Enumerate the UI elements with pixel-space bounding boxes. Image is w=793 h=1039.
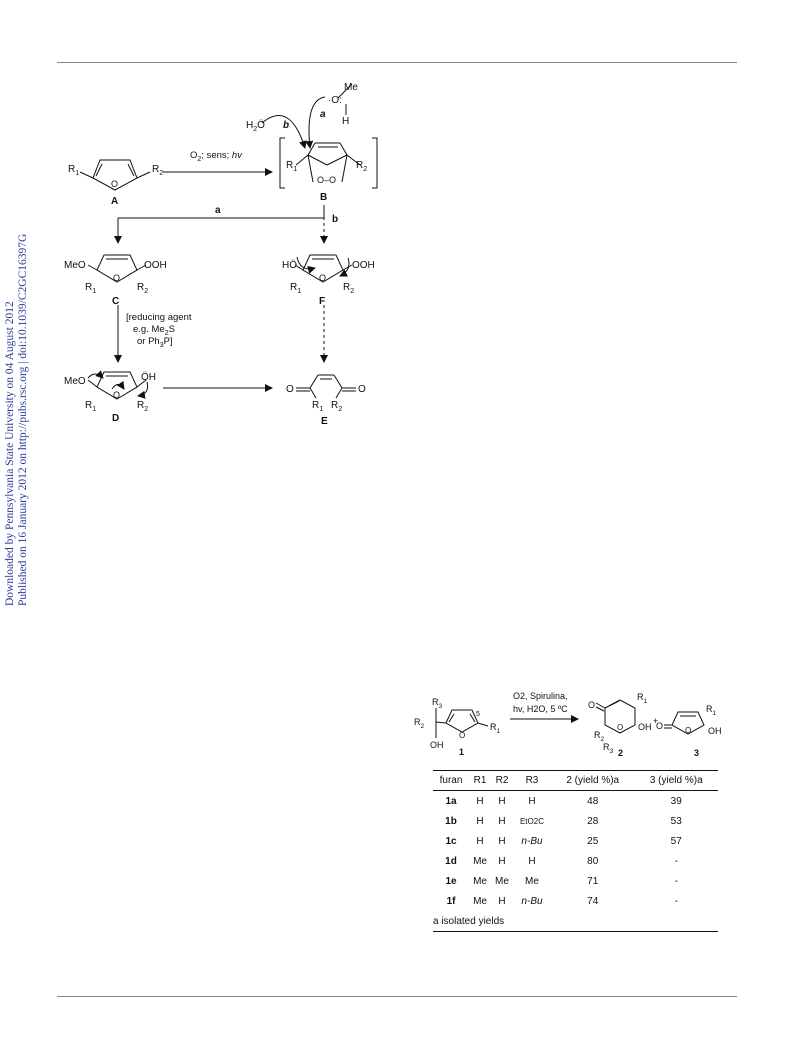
svg-text:or Ph3P]: or $Ph_3P$] — [137, 336, 173, 349]
header-r2: R2 — [491, 771, 513, 791]
table-row — [433, 811, 718, 831]
cell-yield-2: 71 — [587, 875, 599, 887]
cell-r3: n-Bu — [521, 895, 543, 907]
header-furan: furan — [433, 771, 469, 791]
cell-yield-3: 39 — [670, 795, 682, 807]
compound-2-label: 2 — [618, 748, 624, 758]
cell-r3: n-Bu — [521, 835, 543, 847]
cell-furan: 1c — [445, 835, 457, 847]
svg-text:R2: $R_2$ — [343, 282, 355, 295]
header-r3: R3 — [513, 771, 551, 791]
svg-text:MeO: MeO — [64, 376, 86, 387]
svg-text:MeO: MeO — [64, 260, 86, 271]
compound-e-structure — [296, 375, 356, 398]
table-row — [433, 831, 718, 851]
compound-3-label: 3 — [694, 748, 700, 758]
svg-text:+: + — [653, 716, 659, 726]
svg-text:R3: $R_3$ — [432, 697, 443, 710]
svg-text:ÖH: ÖH — [141, 372, 156, 383]
svg-text:R1: $R_1$ — [490, 722, 501, 735]
svg-text:R2: $R_2$ — [137, 400, 149, 413]
header-r1: R1 — [469, 771, 491, 791]
cell-furan: 1e — [445, 875, 457, 887]
svg-text:OH: OH — [708, 726, 722, 736]
path-b-label: b — [332, 214, 339, 225]
cell-furan: 1b — [445, 815, 457, 827]
header-yield-2: 2 (yield %)a — [551, 771, 635, 791]
cell-r1: H — [476, 835, 484, 847]
cell-r3: Me — [525, 875, 539, 887]
cell-yield-3: 53 — [670, 815, 682, 827]
svg-text:O: O — [113, 390, 121, 400]
svg-text:R1: $R_1$ — [68, 164, 80, 177]
cell-r3: H — [528, 795, 536, 807]
svg-text:e.g. Me2S: e.g. $Me_2S$ — [133, 324, 175, 337]
svg-text:R2: $R_2$ — [137, 282, 149, 295]
cell-furan: 1d — [445, 855, 457, 867]
svg-text:R2: $R_2$ — [356, 160, 368, 173]
svg-text:OOH: OOH — [352, 260, 375, 271]
svg-text:H2Ö: $H_2Ö$ — [246, 120, 265, 133]
cell-r2: Me — [495, 875, 509, 887]
cell-r3: H — [528, 855, 536, 867]
conditions-line-1: O2, Spirulina, — [513, 691, 568, 701]
svg-text:R2: $R_2$ — [152, 164, 164, 177]
cell-yield-2: 80 — [587, 855, 599, 867]
table-row — [433, 791, 718, 812]
cell-yield-3: - — [674, 895, 678, 907]
methyl-label: Me — [344, 82, 358, 93]
publication-notice[interactable]: Published on 16 January 2012 on http://pubs.rsc.org | doi:10.1039/C2GC16397G — [17, 233, 29, 606]
scheme-1 — [0, 0, 793, 460]
svg-text:O: O — [113, 273, 121, 283]
cell-r1: Me — [473, 895, 487, 907]
svg-text:O: O — [617, 723, 624, 732]
svg-text:O: O — [588, 700, 596, 710]
cell-r1: H — [476, 815, 484, 827]
table-row — [433, 851, 718, 871]
cell-r1: H — [476, 795, 484, 807]
svg-text:5: 5 — [476, 711, 480, 718]
svg-text:O: O — [286, 384, 294, 395]
label-a: A — [111, 196, 119, 207]
svg-text:O–O: O–O — [317, 175, 337, 185]
svg-text:[reducing agent: [reducing agent — [126, 312, 192, 323]
svg-text:R1: $R_1$ — [290, 282, 302, 295]
svg-text:OH: OH — [430, 740, 444, 750]
footer-rule — [57, 996, 737, 997]
download-notice[interactable]: Downloaded by Pennsylvania State University on 04 August 2012 — [4, 301, 16, 606]
cell-r2: H — [498, 835, 506, 847]
yield-table — [433, 770, 718, 932]
svg-text:O: O — [111, 179, 119, 189]
cell-yield-2: 25 — [587, 835, 599, 847]
svg-text:H: H — [342, 116, 350, 127]
table-row — [433, 891, 718, 911]
svg-text:·O:: ·O: — [328, 95, 342, 106]
cell-yield-2: 74 — [587, 895, 599, 907]
label-f: F — [319, 296, 326, 307]
svg-text:O: O — [656, 721, 664, 731]
svg-text:O: O — [685, 726, 692, 735]
svg-text:a: a — [320, 109, 326, 120]
svg-text:R3: $R_3$ — [603, 742, 614, 755]
cell-r3: EtO2C — [519, 816, 544, 826]
header-yield-3: 3 (yield %)a — [634, 771, 718, 791]
svg-text:O2; sens; hv: $O_2$; sens; hv — [190, 150, 242, 163]
label-c: C — [112, 296, 120, 307]
cell-furan: 1f — [446, 895, 456, 907]
compound-1-label: 1 — [459, 747, 465, 757]
svg-text:O: O — [459, 731, 466, 740]
svg-text:R2: $R_2$ — [414, 717, 425, 730]
path-a-label: a — [215, 205, 221, 216]
cell-r2: H — [498, 815, 506, 827]
cell-furan: 1a — [445, 795, 457, 807]
label-d: D — [112, 413, 120, 424]
table-row — [433, 871, 718, 891]
svg-text:OOH: OOH — [144, 260, 167, 271]
cell-r1: Me — [473, 855, 487, 867]
cell-r1: Me — [473, 875, 487, 887]
svg-text:O: O — [319, 273, 327, 283]
svg-text:R1: $R_1$ — [312, 400, 324, 413]
svg-text:HÖ: HÖ — [282, 260, 297, 271]
scheme-2 — [410, 670, 750, 765]
svg-text:R2: $R_2$ — [594, 730, 605, 743]
cell-r2: H — [498, 895, 506, 907]
label-b: B — [320, 192, 328, 203]
cell-yield-3: - — [674, 855, 678, 867]
cell-yield-2: 48 — [587, 795, 599, 807]
label-e: E — [321, 416, 328, 427]
cell-yield-2: 28 — [587, 815, 599, 827]
cell-yield-3: - — [674, 875, 678, 887]
cell-r2: H — [498, 795, 506, 807]
svg-text:R1: $R_1$ — [706, 704, 717, 717]
svg-text:R1: $R_1$ — [286, 160, 298, 173]
svg-text:O: O — [358, 384, 366, 395]
cell-r2: H — [498, 855, 506, 867]
svg-text:OH: OH — [638, 722, 652, 732]
cell-yield-3: 57 — [670, 835, 682, 847]
svg-text:R1: $R_1$ — [85, 400, 97, 413]
conditions-line-2: hv, H2O, 5 ºC — [513, 704, 568, 714]
svg-text:R1: $R_1$ — [85, 282, 97, 295]
svg-text:R1: $R_1$ — [637, 692, 648, 705]
table-footnote: a isolated yields — [433, 911, 718, 932]
svg-text:R2: $R_2$ — [331, 400, 343, 413]
svg-text:b: b — [283, 120, 290, 131]
